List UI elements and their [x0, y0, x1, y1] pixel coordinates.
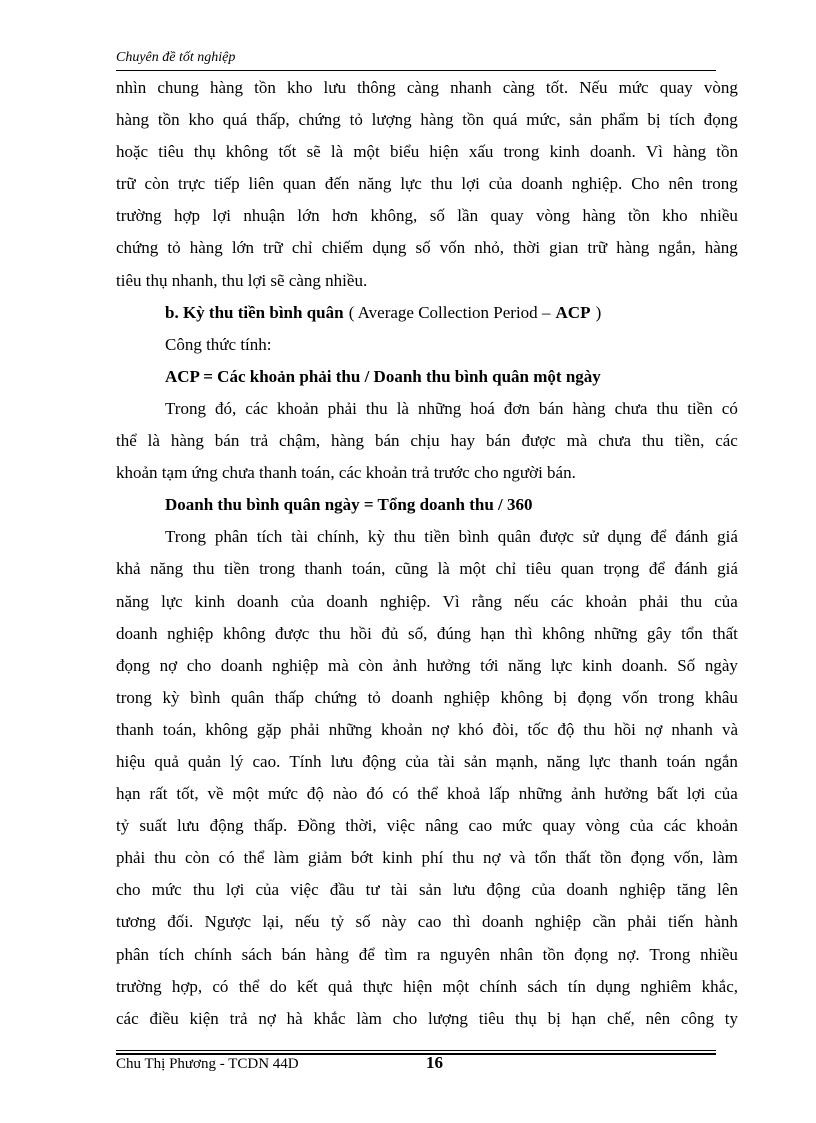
text-line: trường hợp, có thể do kết quả thực hiện một chính sách tín dụng nghiêm khắc, — [116, 976, 738, 996]
text-line: cho mức thu lợi của việc đầu tư tài sản lưu động của doanh nghiệp tăng lên — [116, 880, 738, 900]
text-line: thanh toán, không gặp phải những khoản nợ khó đòi, tốc độ thu hồi nợ nhanh và — [116, 719, 738, 739]
text-line: tỷ suất lưu động thấp. Đồng thời, việc nâng cao mức quay vòng của các khoản — [116, 816, 738, 836]
text-line: phân tích chính sách bán hàng để tìm ra nguyên nhân tồn đọng nợ. Trong nhiều — [116, 944, 738, 964]
text-line: khoản tạm ứng chưa thanh toán, các khoản trả trước cho người bán. — [116, 463, 576, 483]
text-line: chứng tỏ hàng lớn trữ chỉ chiếm dụng số vốn nhỏ, thời gian trữ hàng ngắn, hàng — [116, 238, 738, 258]
text-line: trường hợp lợi nhuận lớn hơn không, số lần quay vòng hàng tồn kho nhiều — [116, 206, 738, 226]
text-line: hàng tồn kho quá thấp, chứng tỏ lượng hàng tồn quá mức, sản phẩm bị tích đọng — [116, 110, 738, 130]
text-line — [116, 297, 738, 329]
page-number: 16 — [426, 1053, 443, 1072]
text-line: tiêu thụ nhanh, thu lợi sẽ càng nhiều. — [116, 270, 368, 290]
footer-author: Chu Thị Phương - TCDN 44D — [116, 1056, 299, 1072]
section-heading-acronym: ACP — [555, 302, 591, 322]
text-line: nhìn chung hàng tồn kho lưu thông càng nhanh càng tốt. Nếu mức quay vòng — [116, 78, 738, 97]
text-line: khả năng thu tiền trong thanh toán, cũng là một chỉ tiêu quan trọng để đánh giá — [116, 559, 738, 579]
section-heading: b. Kỳ thu tiền bình quân — [165, 302, 344, 322]
text-line: năng lực kinh doanh của doanh nghiệp. Vì rằng nếu các khoản phải thu của — [116, 591, 738, 611]
text-line: hạn rất tốt, về một mức độ nào đó có thể khoả lấp những ảnh hưởng bất lợi của — [116, 784, 738, 804]
text-line: Công thức tính: — [165, 334, 272, 354]
footer-rule-thick — [116, 1053, 716, 1055]
text-line: thể là hàng bán trả chậm, hàng bán chịu hay bán được mà chưa thu tiền, các — [116, 431, 738, 451]
text-line: Trong đó, các khoản phải thu là những hoá đơn bán hàng chưa thu tiền có — [165, 398, 738, 418]
section-heading-paren: ( Average Collection Period – — [348, 302, 551, 322]
text-line: trong kỳ bình quân thấp chứng tỏ doanh nghiệp không bị đọng vốn trong khâu — [116, 687, 738, 707]
text-line: phải thu còn có thể làm giảm bớt kinh phí thu nợ và tổn thất tồn đọng vốn, làm — [116, 848, 738, 868]
text-line: tương đối. Ngược lại, nếu tỷ số này cao thì doanh nghiệp cần phải tiến hành — [116, 912, 738, 932]
text-line: ACP = Các khoản phải thu / Doanh thu bình quân một ngày — [165, 366, 601, 386]
text-line: trữ còn trực tiếp liên quan đến năng lực thu lợi của doanh nghiệp. Cho nên trong — [116, 174, 738, 194]
page-header-title: Chuyên đề tốt nghiệp — [116, 50, 236, 65]
text-line: hiệu quả quản lý cao. Tính lưu động của tài sản mạnh, năng lực thanh toán ngắn — [116, 751, 738, 771]
section-heading-paren-close: ) — [595, 302, 602, 322]
text-line: đọng nợ cho doanh nghiệp mà còn ảnh hưởng tới năng lực kinh doanh. Số ngày — [116, 655, 738, 675]
footer-rule-thin — [116, 1050, 716, 1051]
text-line: doanh nghiệp không được thu hồi đủ số, đúng hạn thì không những gây tổn thất — [116, 623, 738, 643]
body-text — [116, 72, 738, 1035]
text-line: Doanh thu bình quân ngày = Tổng doanh thu / 360 — [165, 495, 533, 515]
text-line: hoặc tiêu thụ không tốt sẽ là một biểu hiện xấu trong kinh doanh. Vì hàng tồn — [116, 142, 738, 162]
text-line: các điều kiện trả nợ hà khắc làm cho lượng tiêu thụ bị hạn chế, nên công ty — [116, 1008, 738, 1028]
header-rule — [116, 70, 716, 71]
text-line: Trong phân tích tài chính, kỳ thu tiền bình quân được sử dụng để đánh giá — [165, 527, 738, 547]
